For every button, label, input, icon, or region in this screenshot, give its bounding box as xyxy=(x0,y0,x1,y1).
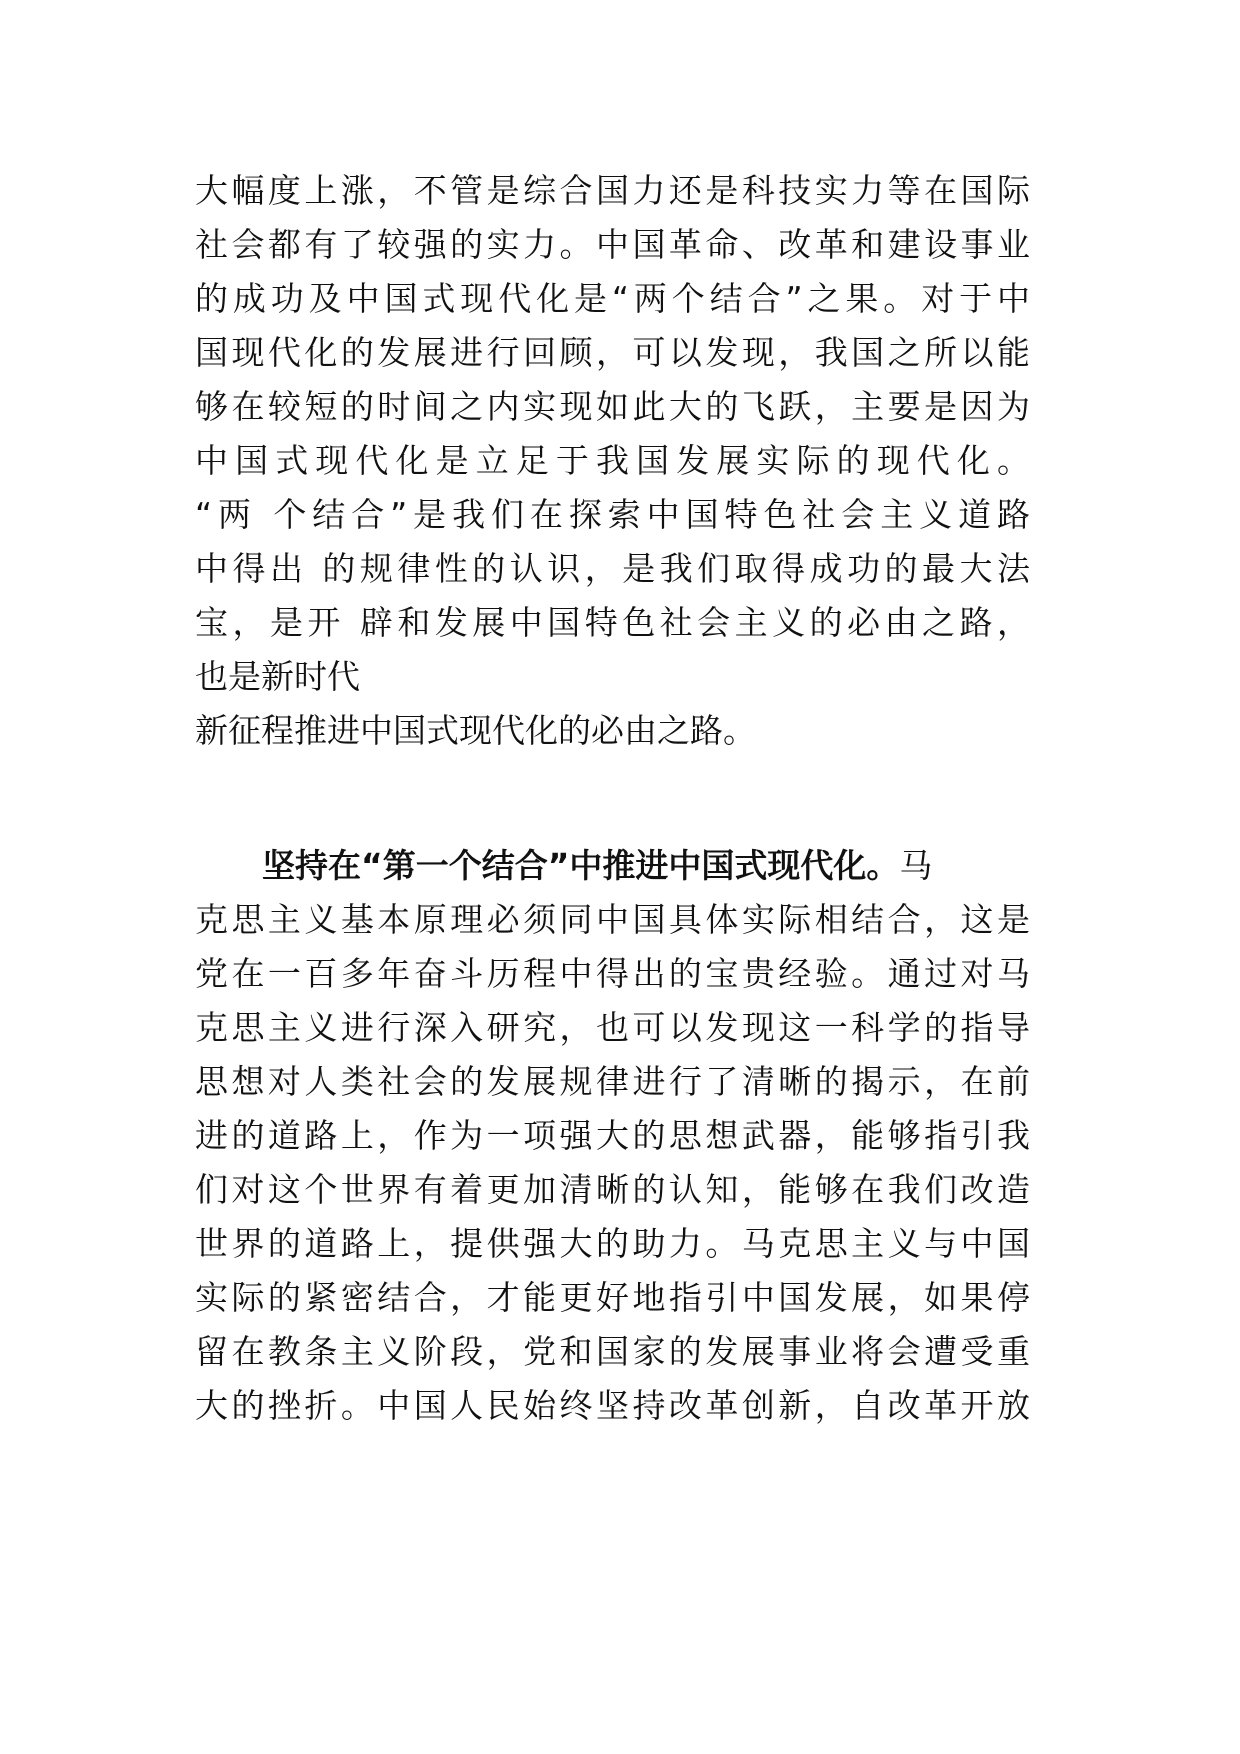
text-line: 大幅度上涨，不管是综合国力还是科技实力等在国际 xyxy=(195,171,1030,210)
text-line: 进的道路上，作为一项强大的思想武器，能够指引我 xyxy=(195,1116,1030,1155)
text-line: 大的挫折。中国人民始终坚持改革创新，自改革开放 xyxy=(195,1386,1030,1425)
heading-tail-text: 马 xyxy=(899,846,933,885)
text-line: 世界的道路上，提供强大的助力。马克思主义与中国 xyxy=(195,1224,1030,1263)
section-heading-line xyxy=(262,838,1030,894)
text-line: 宝，是开 辟和发展中国特色社会主义的必由之路， xyxy=(195,603,1030,642)
text-line: 中得出 的规律性的认识，是我们取得成功的最大法 xyxy=(195,549,1030,588)
section-heading: 坚持在“第一个结合”中推进中国式现代化。 xyxy=(262,846,900,885)
text-line: 国现代化的发展进行回顾，可以发现，我国之所以能 xyxy=(195,333,1030,372)
text-line: 克思主义基本原理必须同中国具体实际相结合，这是 xyxy=(195,900,1030,939)
text-line: 克思主义进行深入研究，也可以发现这一科学的指导 xyxy=(195,1008,1030,1047)
text-line: 思想对人类社会的发展规律进行了清晰的揭示，在前 xyxy=(195,1062,1030,1101)
text-line: 留在教条主义阶段，党和国家的发展事业将会遭受重 xyxy=(195,1332,1030,1371)
text-line: 够在较短的时间之内实现如此大的飞跃，主要是因为 xyxy=(195,387,1030,426)
text-line: 新征程推进中国式现代化的必由之路。 xyxy=(195,711,756,750)
text-line: 实际的紧密结合，才能更好地指引中国发展，如果停 xyxy=(195,1278,1030,1317)
text-line: 社会都有了较强的实力。中国革命、改革和建设事业 xyxy=(195,225,1030,264)
text-line: 的成功及中国式现代化是“两个结合”之果。对于中 xyxy=(195,279,1030,318)
text-line: 也是新时代 xyxy=(195,657,360,696)
text-line: “两 个结合”是我们在探索中国特色社会主义道路 xyxy=(195,495,1030,534)
text-line: 们对这个世界有着更加清晰的认知，能够在我们改造 xyxy=(195,1170,1030,1209)
text-line: 中国式现代化是立足于我国发展实际的现代化。 xyxy=(195,441,1030,480)
text-line: 党在一百多年奋斗历程中得出的宝贵经验。通过对马 xyxy=(195,954,1030,993)
